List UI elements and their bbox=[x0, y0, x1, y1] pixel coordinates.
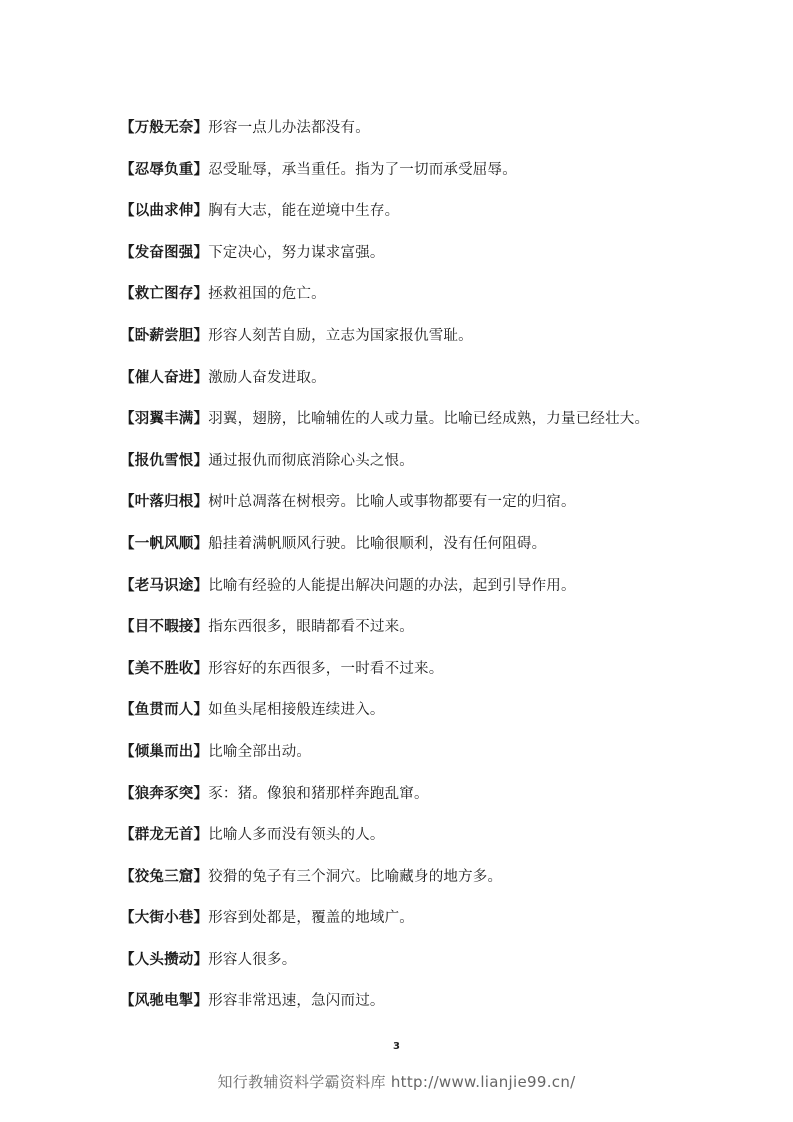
idiom-entry bbox=[120, 158, 720, 200]
idiom-entry bbox=[120, 241, 720, 283]
idiom-term: 【狡兔三窟】 bbox=[120, 867, 209, 885]
idiom-term: 【鱼贯而人】 bbox=[120, 701, 209, 719]
idiom-definition: 狡猾的兔子有三个洞穴。比喻藏身的地方多。 bbox=[208, 868, 503, 885]
idiom-entry bbox=[120, 865, 720, 907]
idiom-definition: 形容一点儿办法都没有。 bbox=[208, 120, 370, 136]
idiom-entry bbox=[120, 698, 720, 740]
idiom-entry bbox=[120, 823, 720, 865]
idiom-entry bbox=[120, 324, 720, 366]
idiom-entry bbox=[120, 989, 720, 1031]
idiom-entry bbox=[120, 407, 720, 449]
idiom-definition: 胸有大志，能在逆境中生存。 bbox=[208, 203, 400, 220]
idiom-term: 【发奋图强】 bbox=[120, 243, 209, 261]
idiom-definition: 形容人很多。 bbox=[208, 951, 297, 968]
idiom-definition: 忍受耻辱，承当重任。指为了一切而承受屈辱。 bbox=[208, 161, 517, 178]
idiom-term: 【倾巢而出】 bbox=[120, 742, 209, 760]
idiom-entry bbox=[120, 282, 720, 324]
idiom-entry bbox=[120, 782, 720, 824]
idiom-term: 【羽翼丰满】 bbox=[120, 410, 209, 428]
idiom-term: 【大街小巷】 bbox=[120, 909, 209, 927]
idiom-definition: 形容到处都是，覆盖的地域广。 bbox=[208, 910, 415, 927]
idiom-entry bbox=[120, 532, 720, 574]
idiom-term: 【以曲求伸】 bbox=[120, 202, 209, 220]
idiom-entry bbox=[120, 574, 720, 616]
idiom-term: 【忍辱负重】 bbox=[120, 160, 209, 178]
idiom-definition: 豕：猪。像狼和猪那样奔跑乱窜。 bbox=[208, 785, 429, 802]
idiom-term: 【卧薪尝胆】 bbox=[120, 326, 209, 344]
idiom-term: 【叶落归根】 bbox=[120, 493, 209, 511]
idiom-term: 【救亡图存】 bbox=[120, 285, 209, 303]
idiom-definition: 拯救祖国的危亡。 bbox=[208, 286, 326, 303]
idiom-term: 【目不暇接】 bbox=[120, 618, 209, 636]
idiom-definition: 树叶总凋落在树根旁。比喻人或事物都要有一定的归宿。 bbox=[208, 494, 576, 511]
idiom-term: 【人头攒动】 bbox=[120, 950, 209, 968]
idiom-definition: 如鱼头尾相接般连续进入。 bbox=[208, 702, 385, 719]
idiom-definition: 船挂着满帆顺风行驶。比喻很顺利，没有任何阻碍。 bbox=[208, 535, 547, 552]
idiom-definition: 通过报仇而彻底消除心头之恨。 bbox=[208, 452, 415, 469]
idiom-entry bbox=[120, 490, 720, 532]
idiom-entry bbox=[120, 116, 720, 158]
idiom-entry bbox=[120, 657, 720, 699]
idiom-entry bbox=[120, 615, 720, 657]
idiom-definition: 比喻人多而没有领头的人。 bbox=[208, 827, 385, 844]
idiom-entry bbox=[120, 449, 720, 491]
idiom-definition: 指东西很多，眼睛都看不过来。 bbox=[208, 619, 415, 636]
idiom-definition: 形容非常迅速，急闪而过。 bbox=[208, 993, 385, 1010]
idiom-list bbox=[120, 116, 720, 1031]
idiom-definition: 形容好的东西很多，一时看不过来。 bbox=[208, 660, 444, 677]
idiom-definition: 比喻全部出动。 bbox=[208, 743, 312, 760]
page-number: 3 bbox=[393, 1041, 400, 1052]
idiom-entry bbox=[120, 199, 720, 241]
idiom-term: 【狼奔豕突】 bbox=[120, 784, 209, 802]
idiom-definition: 形容人刻苦自励，立志为国家报仇雪耻。 bbox=[208, 327, 473, 344]
idiom-definition: 比喻有经验的人能提出解决问题的办法，起到引导作用。 bbox=[208, 577, 576, 594]
idiom-term: 【美不胜收】 bbox=[120, 659, 209, 677]
idiom-entry bbox=[120, 906, 720, 948]
idiom-term: 【报仇雪恨】 bbox=[120, 451, 209, 469]
idiom-term: 【一帆风顺】 bbox=[120, 534, 209, 552]
idiom-term: 【老马识途】 bbox=[120, 576, 209, 594]
idiom-term: 【风驰电掣】 bbox=[120, 992, 209, 1010]
idiom-term: 【催人奋进】 bbox=[120, 368, 209, 386]
idiom-definition: 羽翼，翅膀，比喻辅佐的人或力量。比喻已经成熟，力量已经壮大。 bbox=[208, 411, 650, 428]
idiom-entry bbox=[120, 366, 720, 408]
idiom-definition: 下定决心，努力谋求富强。 bbox=[208, 244, 385, 261]
idiom-term: 【群龙无首】 bbox=[120, 826, 209, 844]
idiom-term: 【万般无奈】 bbox=[120, 119, 209, 136]
footer-watermark: 知行教辅资料学霸资料库 http://www.lianjie99.cn/ bbox=[217, 1073, 576, 1091]
idiom-definition: 激励人奋发进取。 bbox=[208, 369, 326, 386]
idiom-entry bbox=[120, 740, 720, 782]
idiom-entry bbox=[120, 948, 720, 990]
